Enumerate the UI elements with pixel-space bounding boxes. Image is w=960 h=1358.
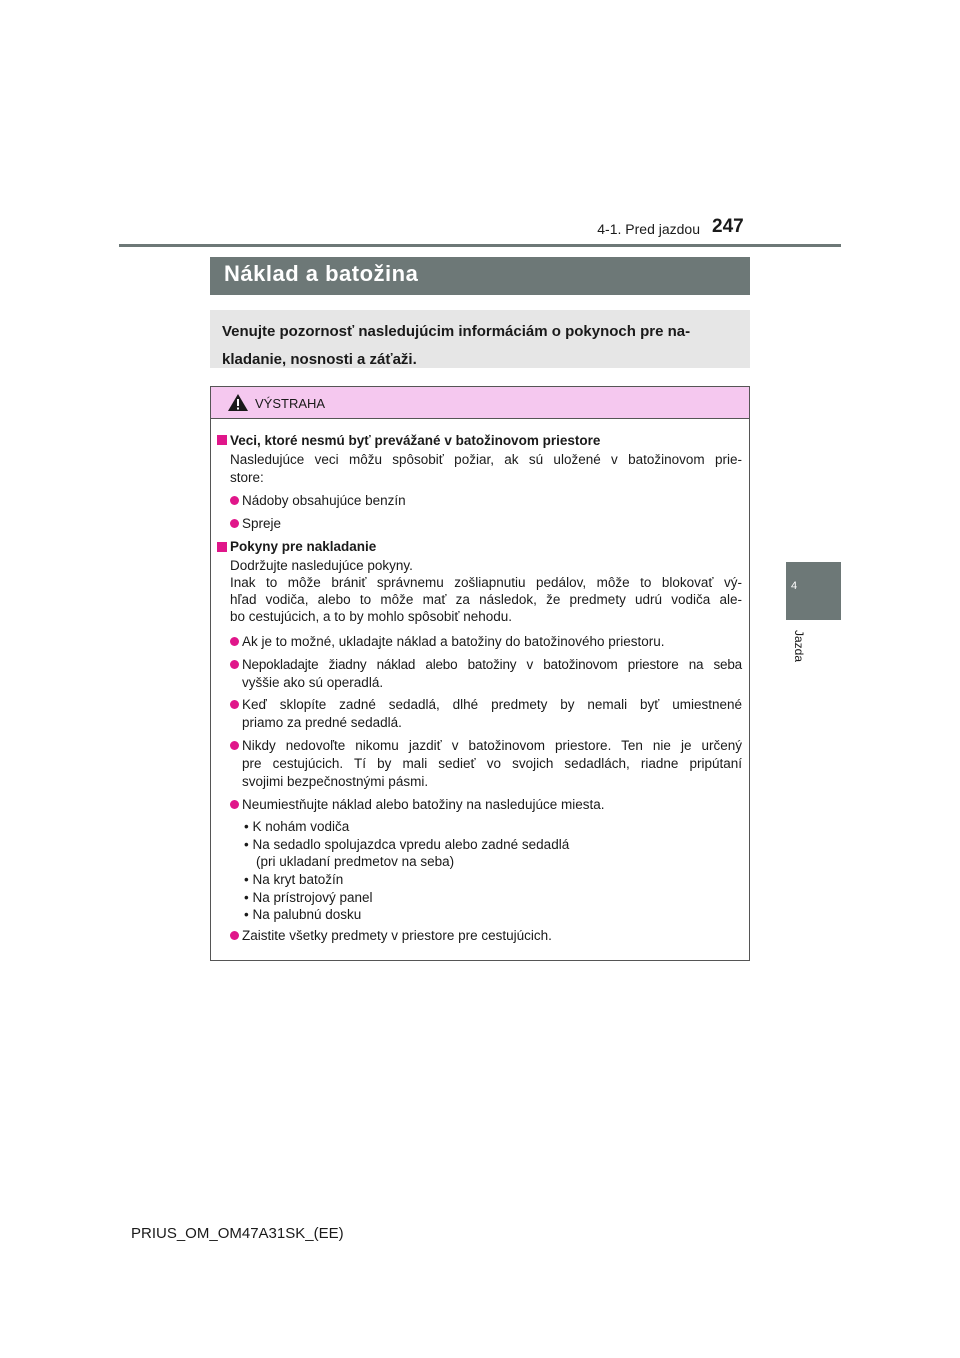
paragraph-line: Dodržujte nasledujúce pokyny. (230, 558, 413, 573)
warning-box (210, 386, 750, 961)
header-rule (119, 244, 841, 247)
round-bullet (230, 741, 239, 750)
paragraph-line: Nasledujúce veci môžu spôsobiť požiar, ak sú uložené v batožinovom prie- (230, 452, 742, 467)
warning-triangle-icon (227, 393, 249, 412)
square-bullet (217, 542, 227, 552)
paragraph-line: bo cestujúcich, a to by mohlo spôsobiť nehodu. (230, 609, 512, 624)
section-heading-loading: Pokyny pre nakladanie (230, 539, 377, 554)
chapter-number: 4 (791, 580, 798, 592)
page-title: Náklad a batožina (224, 261, 419, 286)
warning-label: VÝSTRAHA (255, 396, 326, 411)
list-item-continued: priamo za predné sedadlá. (242, 715, 402, 730)
sub-list-item: • Na prístrojový panel (244, 890, 373, 905)
intro-line-1: Venujte pozornosť nasledujúcim informáciám o pokynoch pre na- (222, 323, 691, 340)
sub-list-item: • Na kryt batožín (244, 872, 344, 887)
page-title-bar (210, 257, 750, 295)
round-bullet (230, 700, 239, 709)
list-item: Nikdy nedovoľte nikomu jazdiť v batožinovom priestore. Ten nie je určený (242, 738, 742, 753)
round-bullet (230, 637, 239, 646)
paragraph-line: store: (230, 470, 264, 485)
sub-list-item: • Na sedadlo spolujazdca vpredu alebo zadné sedadlá (244, 837, 570, 852)
list-item-continued: pre cestujúcich. Tí by mali sedieť vo svojich sedadlách, riadne pripútaní (242, 756, 742, 771)
round-bullet (230, 496, 239, 505)
round-bullet (230, 800, 239, 809)
section-heading-forbidden: Veci, ktoré nesmú byť prevážané v batožinovom priestore (230, 433, 601, 448)
list-item-continued: svojimi bezpečnostnými pásmi. (242, 774, 429, 789)
sub-list-item-continued: (pri ukladaní predmetov na seba) (256, 854, 455, 869)
round-bullet (230, 931, 239, 940)
list-item: Neumiestňujte náklad alebo batožiny na nasledujúce miesta. (242, 797, 605, 812)
section-title: 4-1. Pred jazdou (597, 221, 700, 237)
paragraph-line: hľad vodiča, alebo to môže mať za následok, že predmety udrú vodiča ale- (230, 592, 742, 607)
chapter-tab (786, 562, 841, 620)
intro-line-2: kladanie, nosnosti a záťaži. (222, 351, 417, 368)
warning-header (211, 387, 749, 419)
sub-list-item: • Na palubnú dosku (244, 907, 362, 922)
list-item-continued: vyššie ako sú operadlá. (242, 675, 384, 690)
round-bullet (230, 660, 239, 669)
sub-list-item: • K nohám vodiča (244, 819, 350, 834)
square-bullet (217, 435, 227, 445)
list-item: Nepokladajte žiadny náklad alebo batožiny v batožinovom priestore na seba (242, 657, 742, 672)
paragraph-line: Inak to môže brániť správnemu zošliapnutiu pedálov, môže to blokovať vý- (230, 575, 742, 590)
page-number: 247 (712, 216, 744, 237)
round-bullet (230, 519, 239, 528)
list-item: Zaistite všetky predmety v priestore pre cestujúcich. (242, 928, 552, 943)
list-item: Ak je to možné, ukladajte náklad a batožiny do batožinového priestoru. (242, 634, 665, 649)
list-item: Keď sklopíte zadné sedadlá, dlhé predmety by nemali byť umiestnené (242, 697, 742, 712)
chapter-label: Jazda (792, 630, 806, 663)
document-code: PRIUS_OM_OM47A31SK_(EE) (131, 1225, 344, 1242)
list-item: Nádoby obsahujúce benzín (242, 493, 406, 508)
list-item: Spreje (242, 516, 282, 531)
intro-box (210, 310, 750, 368)
